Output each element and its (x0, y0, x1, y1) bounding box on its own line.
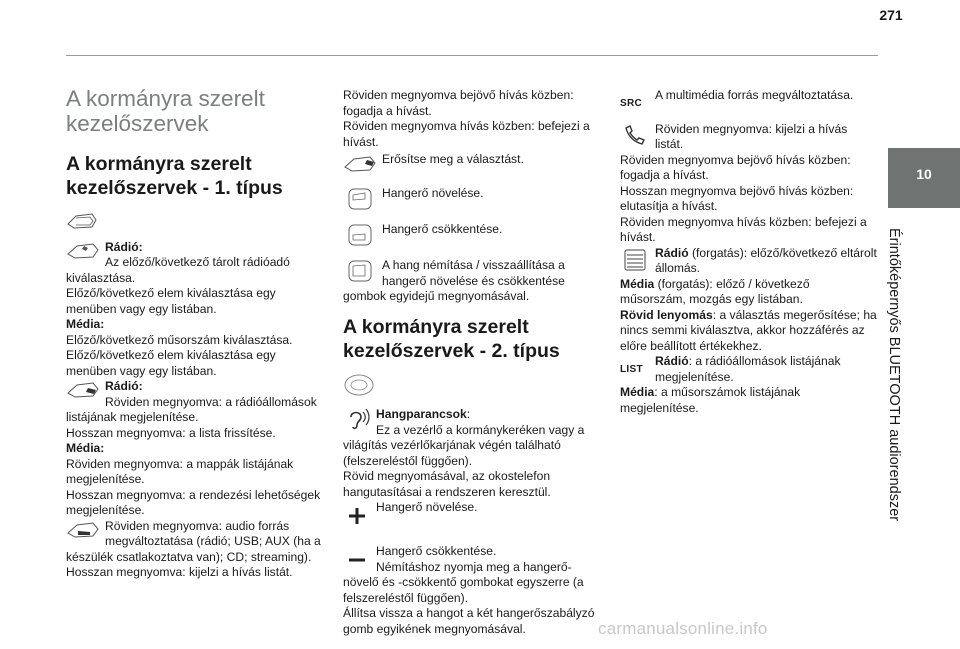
radio-text: Az előző/következő tárolt rádióadó kiválasztása. (66, 255, 290, 285)
radio-2-label: Rádió: (105, 379, 143, 393)
phone-text-2: Röviden megnyomva bejövő hívás közben: fogadja a hívást. (620, 152, 851, 182)
list-media-label: Média (620, 385, 655, 399)
chapter-number: 10 (916, 166, 932, 182)
media-text-2: Előző/következő elem kiválasztása egy menüben vagy egy listában. (66, 348, 276, 378)
voice-command-icon (343, 407, 371, 433)
column-1 (66, 86, 322, 581)
mute-text: A hang némítása / visszaállítása a hangerő növelése és csökkentése gombok egyidejű megnyomásával. (343, 258, 565, 303)
list-radio-text: : a rádióállomások listájának megjelenítése. (655, 354, 841, 384)
thumbwheel-icon (620, 246, 650, 274)
source-text: Röviden megnyomva: audio forrás megváltoztatása (rádió; USB; AUX (ha a készülék csatlakoztatva van); CD; streaming). (66, 518, 321, 564)
phone-icon (620, 122, 650, 148)
list-radio-label: Rádió (655, 354, 689, 368)
minus-text-2: Némításhoz nyomja meg a hangerő-növelő és -csökkentő gombokat egyszerre (a felszereléstől függően). (343, 559, 584, 605)
page-number: 271 (879, 7, 903, 23)
section-heading: A kormányra szerelt kezelőszervek (66, 86, 265, 136)
volume-up-text: Hangerő növelése. (382, 186, 484, 200)
radio-2-text: Röviden megnyomva: a rádióállomások listájának megjelenítése. (66, 394, 317, 424)
steering-wheel-icon (343, 373, 601, 402)
voice-text-2: Rövid megnyomásával, az okostelefon hangutasításai a rendszeren keresztül. (343, 469, 551, 499)
call-answer-text: Röviden megnyomva bejövő hívás közben: fogadja a hívást. (343, 88, 574, 118)
volume-down-text: Hangerő csökkentése. (382, 222, 503, 236)
minus-icon (343, 544, 371, 574)
watermark: carmanualsonline.info (598, 619, 768, 638)
radio-label-3: Rádió (655, 245, 689, 260)
radio-label: Rádió: (105, 239, 143, 254)
phone-text: Röviden megnyomva: kijelzi a hívás listát. (655, 121, 848, 151)
column-3 (620, 88, 878, 416)
media-text-3: (forgatás): előző / következő műsorszám, mozgás egy listában. (620, 276, 810, 306)
media-2-text-2: Hosszan megnyomva: a rendezési lehetőségek megjelenítése. (66, 487, 321, 517)
minus-text: Hangerő csökkentése. (376, 544, 497, 558)
media-label: Média: (66, 317, 105, 331)
voice-label: Hangparancsok (376, 407, 467, 421)
media-2-label: Média: (66, 441, 105, 455)
phone-text-3: Hosszan megnyomva bejövő hívás közben: elutasítja a hívást. (620, 183, 854, 213)
header-rule (66, 55, 878, 56)
minus-text-3: Állítsa vissza a hangot a két hangerőszabályzó gomb egyikének megnyomásával. (343, 606, 595, 636)
chapter-title-text: Érintőképernyős BLUETOOTH audiorendszer (886, 228, 902, 522)
volume-down-icon (343, 222, 377, 248)
radio-text-3: (forgatás): előző/következő eltárolt állomás. (655, 245, 877, 275)
control-stalk-icon (66, 210, 322, 237)
plus-text: Hangerő növelése. (376, 500, 478, 514)
media-2-text: Röviden megnyomva: a mappák listájának megjelenítése. (66, 456, 294, 486)
chapter-title (888, 228, 912, 548)
src-button-label: SRC (620, 98, 643, 109)
stalk-end-source-icon (66, 519, 100, 541)
src-text: A multimédia forrás megváltoztatása. (655, 88, 854, 102)
radio-2-text-2: Hosszan megnyomva: a lista frissítése. (66, 425, 276, 440)
column-2: Röviden megnyomva bejövő hívás közben: fogadja a hívást. Röviden megnyomva hívás közben: befejezi a hívást. Erősítse meg a választást. Hangerő növelése. Hangerő csökkentése. A hang némítása / visszaállítása a hangerő növelése és csökkentése gombok egyidejű megnyomásával. A kormányra szerelt kezelőszervek - 2. típus Hangparancsok: Ez a vezérlő a kormánykeréken vagy a világítás vezérlőkarjának végén található (felszereléstől függően). Rövid megnyomásával, az okostelefon hangutasításai a rendszeren keresztül. Hangerő növelése. Hangerő csökkentése. Némításhoz nyomja meg a hangerő-növelő és -csökkentő gombokat egyszerre (a felszereléstől függően). Állítsa vissza a hangot a két hangerőszabályzó gomb egyikének megnyomásával. (343, 88, 601, 637)
list-button-label: LIST (620, 364, 643, 375)
media-label-3: Média (620, 276, 655, 291)
stalk-confirm-icon (343, 152, 377, 176)
volume-up-icon (343, 186, 377, 212)
stalk-end-icon (66, 240, 100, 262)
short-press-label: Rövid lenyomás (620, 307, 713, 322)
plus-icon (343, 500, 371, 530)
source-text-2: Hosszan megnyomva: kijelzi a hívás listát. (66, 565, 293, 579)
mute-icon (343, 258, 377, 284)
radio-text-2: Előző/következő elem kiválasztása egy menüben vagy egy listában. (66, 286, 276, 316)
call-end-text: Röviden megnyomva hívás közben: befejezi a hívást. (343, 119, 590, 149)
subheading-type1: A kormányra szerelt kezelőszervek - 1. típus (66, 153, 283, 199)
list-media-text: : a műsorszámok listájának megjelenítése. (620, 385, 801, 415)
subheading-type2: A kormányra szerelt kezelőszervek - 2. típus (343, 315, 560, 362)
stalk-end-press-icon (66, 379, 100, 401)
voice-text: Ez a vezérlő a kormánykeréken vagy a világítás vezérlőkarjának végén található (felszereléstől függően). (343, 422, 585, 468)
chapter-tab (888, 148, 960, 208)
media-text: Előző/következő műsorszám kiválasztása. (66, 332, 293, 347)
short-press-text: : a választás megerősítése; ha nincs semmi kiválasztva, akkor hozzáférés az előre beállított értékekhez. (620, 307, 877, 353)
phone-text-4: Röviden megnyomva hívás közben: befejezi a hívást. (620, 214, 867, 244)
confirm-text: Erősítse meg a választást. (382, 152, 524, 166)
